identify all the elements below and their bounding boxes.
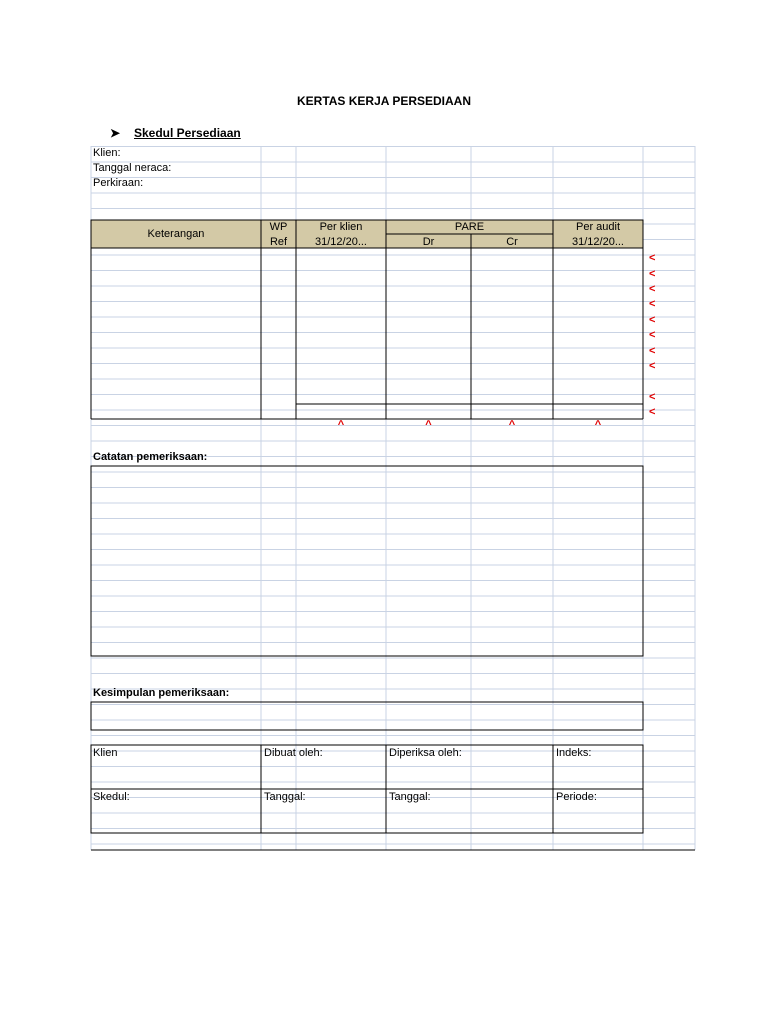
section-heading [110, 126, 241, 140]
arrowhead-bullet-icon: ➤ [110, 126, 121, 140]
tickmark-row: < [649, 268, 656, 280]
header-wp: WP [269, 221, 288, 233]
header-pare: PARE [454, 221, 485, 233]
tickmark-col-cr: ^ [508, 419, 516, 431]
tickmark-row: < [649, 298, 656, 310]
footer-skedul: Skedul: [93, 791, 130, 803]
footer-diperiksa-oleh: Diperiksa oleh: [389, 747, 462, 759]
tickmark-row: < [649, 314, 656, 326]
header-per-audit: Per audit [575, 221, 621, 233]
field-tanggal-neraca: Tanggal neraca: [93, 162, 172, 174]
tickmark-row: < [649, 391, 656, 403]
kesimpulan-box [91, 702, 643, 730]
header-per-audit-date: 31/12/20... [572, 236, 624, 248]
header-cr: Cr [506, 236, 518, 248]
field-klien: Klien: [93, 147, 121, 159]
footer-tanggal-dibuat: Tanggal: [264, 791, 306, 803]
tickmark-row: < [649, 283, 656, 295]
header-ref: Ref [269, 236, 288, 248]
header-keterangan: Keterangan [147, 228, 205, 240]
footer-indeks: Indeks: [556, 747, 592, 759]
tickmark-row: < [649, 252, 656, 264]
kesimpulan-label: Kesimpulan pemeriksaan: [93, 687, 230, 699]
catatan-label: Catatan pemeriksaan: [93, 451, 208, 463]
field-perkiraan: Perkiraan: [93, 177, 144, 189]
tickmark-col-per-audit: ^ [594, 419, 602, 431]
tickmark-row: < [649, 406, 656, 418]
footer-tanggal-diperiksa: Tanggal: [389, 791, 431, 803]
tickmark-row: < [649, 345, 656, 357]
tickmark-col-dr: ^ [425, 419, 432, 431]
header-dr: Dr [422, 236, 435, 248]
footer-dibuat-oleh: Dibuat oleh: [264, 747, 323, 759]
section-heading-text: Skedul Persediaan [134, 126, 241, 140]
header-per-klien-date: 31/12/20... [315, 236, 367, 248]
page-title: KERTAS KERJA PERSEDIAAN [296, 94, 472, 108]
tickmark-col-per-klien: ^ [337, 419, 345, 431]
tickmark-row: < [649, 360, 656, 372]
tickmark-row: < [649, 329, 656, 341]
header-per-klien: Per klien [319, 221, 363, 233]
spreadsheet-gridlines [91, 146, 768, 850]
footer-periode: Periode: [556, 791, 597, 803]
footer-klien: Klien [93, 747, 118, 759]
